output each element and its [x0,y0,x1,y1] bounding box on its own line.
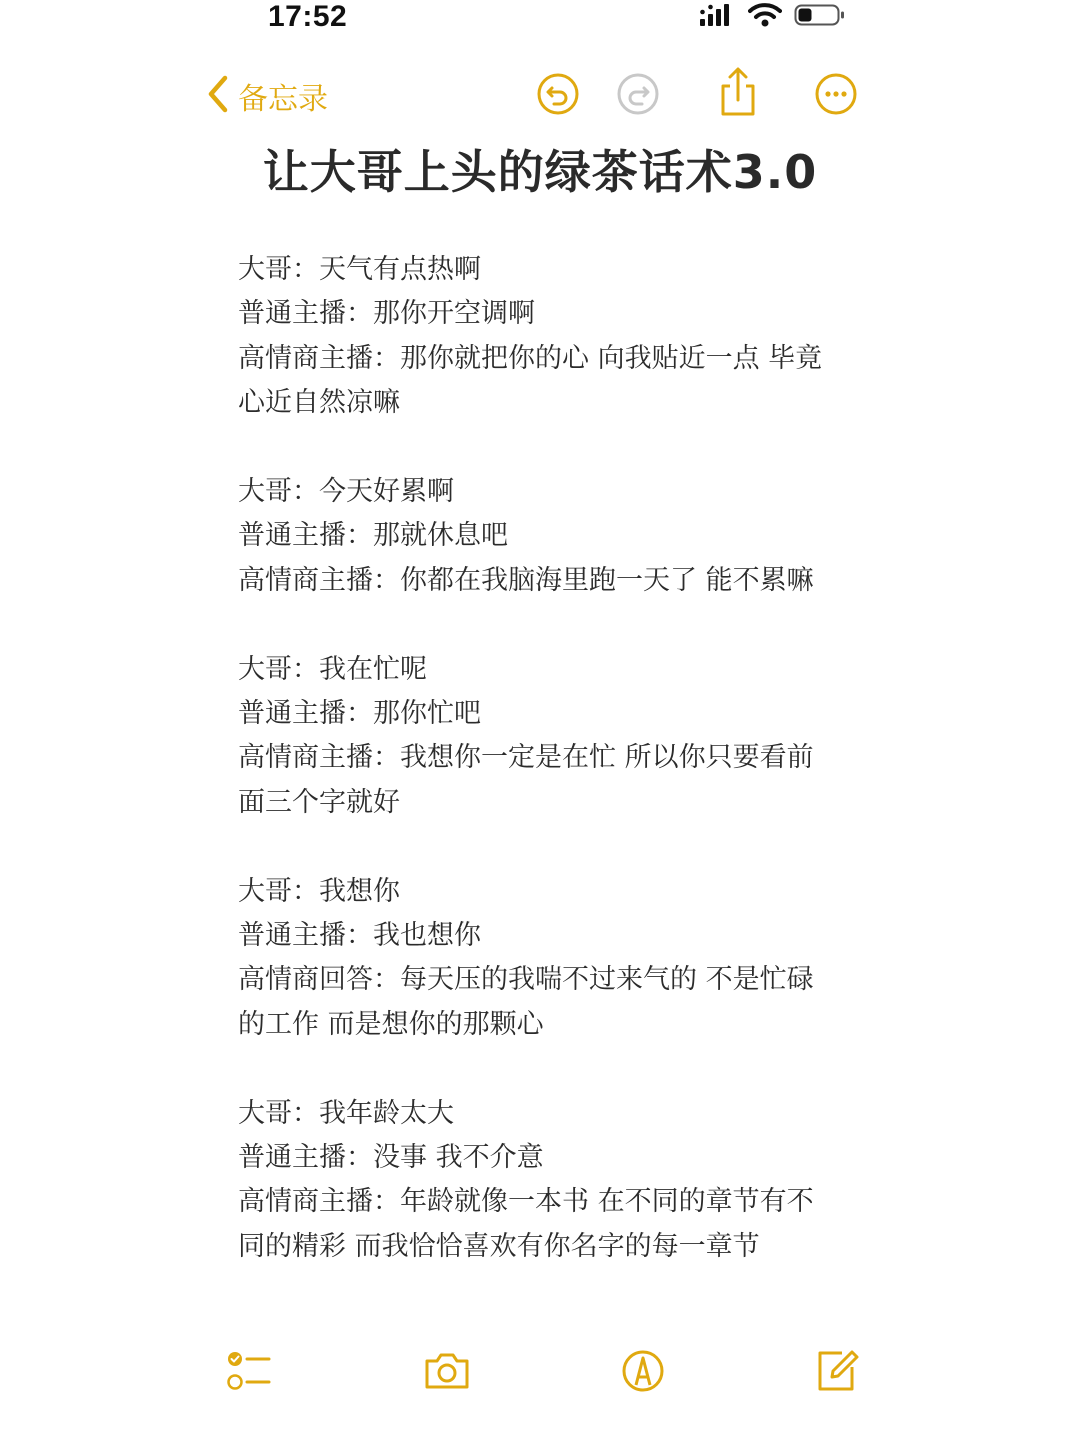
note-body[interactable] [238,248,838,1314]
dialogue-line: 高情商回答：每天压的我喘不过来气的 不是忙碌的工作 而是想你的那颗心 [238,964,814,1040]
markup-pen-icon[interactable] [618,1345,668,1397]
dialogue-line: 普通主播：那你忙吧 [238,698,481,730]
dialogue-block [238,1092,838,1270]
nav-bar [0,60,1080,130]
back-label: 备忘录 [238,82,328,117]
dialogue-line: 普通主播：我也想你 [238,920,481,952]
camera-icon[interactable] [422,1345,472,1397]
share-icon[interactable] [716,66,760,118]
dialogue-line: 大哥：天气有点热啊 [238,254,481,285]
more-icon[interactable] [814,72,858,116]
dialogue-line: 高情商主播：你都在我脑海里跑一天了 能不累嘛 [238,564,814,596]
status-time: 17:52 [268,0,348,33]
dialogue-line: 大哥：我在忙呢 [238,653,427,685]
dialogue-line: 高情商主播：年龄就像一本书 在不同的章节有不同的精彩 而我恰恰喜欢有你名字的每一章节 [238,1186,814,1262]
compose-icon[interactable] [812,1345,862,1397]
cellular-signal-icon [698,2,736,32]
dialogue-line: 大哥：我年龄太大 [238,1097,454,1129]
chevron-left-icon [206,74,230,118]
dialogue-block [238,470,838,603]
dialogue-line: 高情商主播：我想你一定是在忙 所以你只要看前面三个字就好 [238,742,814,818]
dialogue-line: 大哥：今天好累啊 [238,476,454,508]
dialogue-line: 普通主播：那你开空调啊 [238,298,535,330]
dialogue-block [238,248,838,426]
dialogue-block [238,648,838,826]
wifi-icon [748,2,782,32]
dialogue-block [238,870,838,1048]
redo-icon[interactable] [616,72,660,116]
note-title[interactable]: 让大哥上头的绿茶话术3.0 [262,145,818,199]
dialogue-line: 大哥：我想你 [238,875,400,907]
status-bar [0,0,1080,40]
undo-icon[interactable] [536,72,580,116]
back-button[interactable] [206,74,328,118]
dialogue-line: 高情商主播：那你就把你的心 向我贴近一点 毕竟心近自然凉嘛 [238,342,823,419]
battery-icon [794,2,846,32]
checklist-icon[interactable] [224,1345,274,1397]
bottom-toolbar [0,1345,1080,1401]
dialogue-line: 普通主播：那就休息吧 [238,520,508,552]
dialogue-line: 普通主播：没事 我不介意 [238,1142,544,1174]
status-icons [698,2,846,32]
